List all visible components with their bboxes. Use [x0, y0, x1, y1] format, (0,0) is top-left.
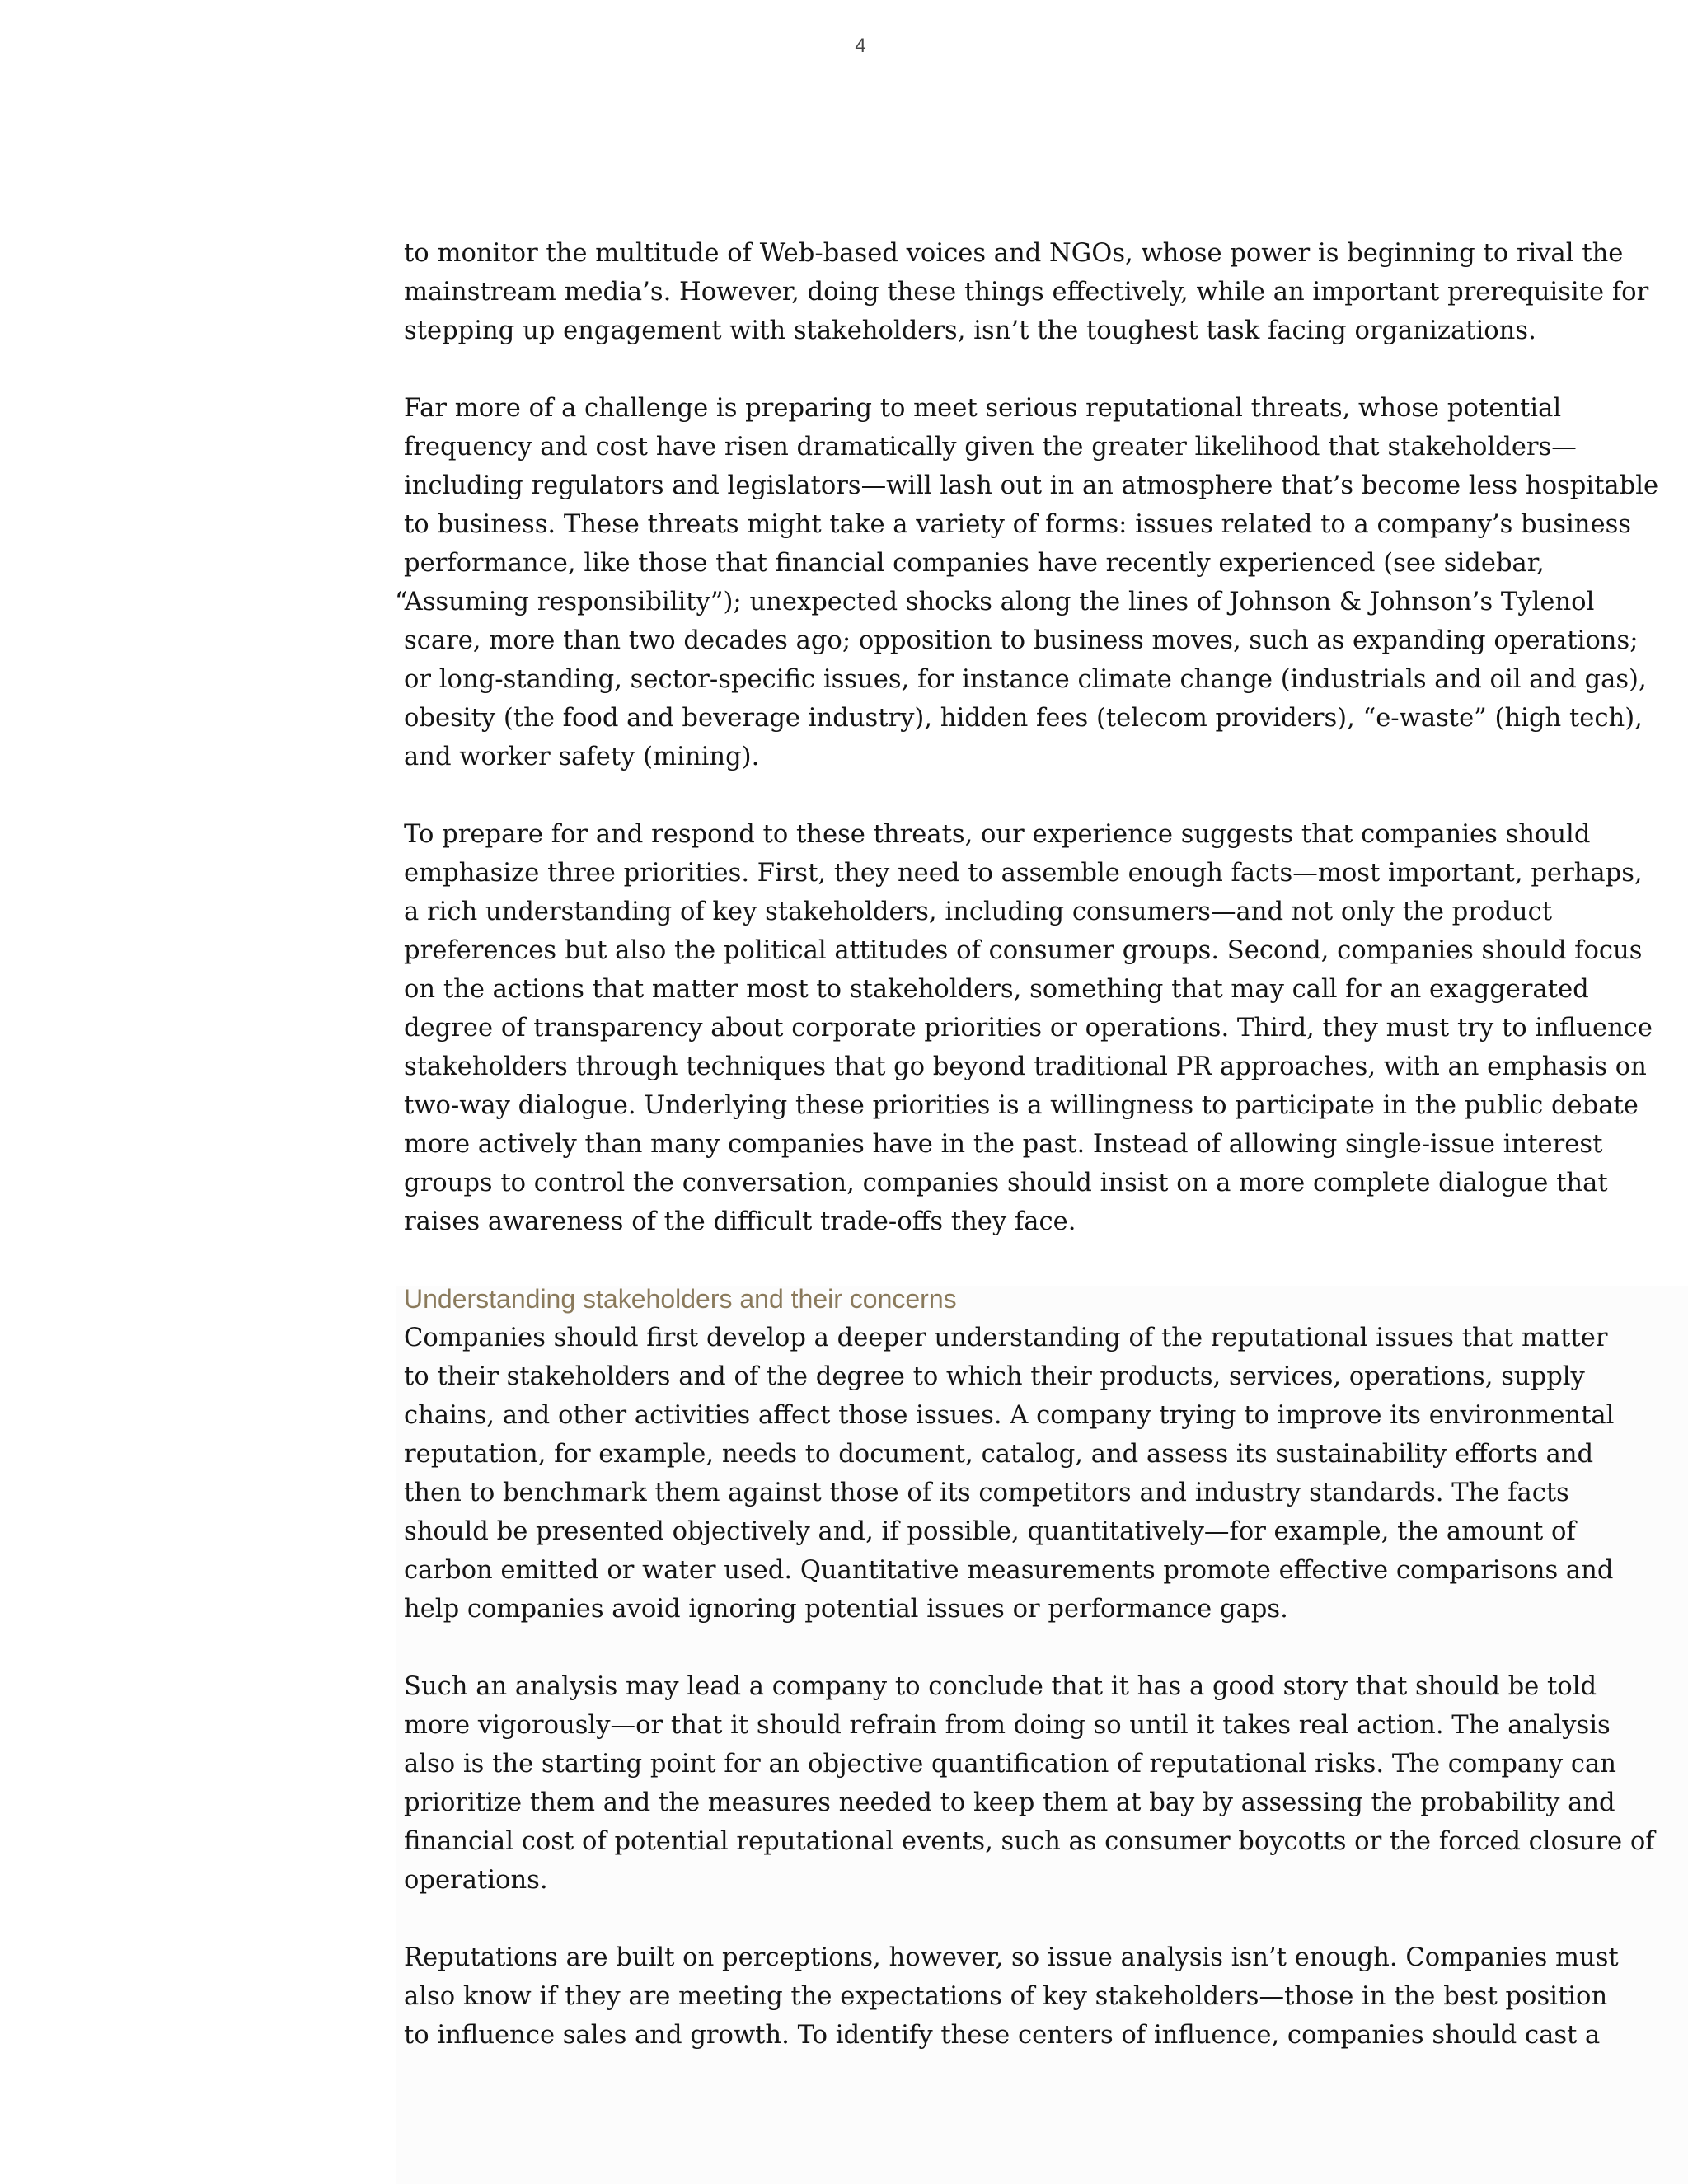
- text-line: should be presented objectively and, if possible, quantitatively—for example, the amount of: [404, 1517, 1576, 1546]
- text-line: Companies should first develop a deeper understanding of the reputational issues that matter: [404, 1324, 1608, 1352]
- text-line: performance, like those that financial companies have recently experienced (see sidebar,: [404, 549, 1545, 578]
- text-line: including regulators and legislators—will lash out in an atmosphere that’s become less hospitable: [404, 471, 1659, 500]
- page-number: 4: [855, 35, 866, 57]
- paragraph: [404, 1319, 1615, 1629]
- text-line: preferences but also the political attitudes of consumer groups. Second, companies should focus: [404, 936, 1643, 965]
- text-line: groups to control the conversation, companies should insist on a more complete dialogue that: [404, 1169, 1608, 1197]
- text-line: stakeholders through techniques that go beyond traditional PR approaches, with an emphasis on: [404, 1052, 1647, 1081]
- text-line: raises awareness of the difficult trade-offs they face.: [404, 1207, 1076, 1236]
- text-line: emphasize three priorities. First, they need to assemble enough facts—most important, perhaps,: [404, 859, 1643, 888]
- text-line: reputation, for example, needs to document, catalog, and assess its sustainability efforts and: [404, 1440, 1594, 1469]
- text-line: to business. These threats might take a variety of forms: issues related to a company’s business: [404, 510, 1631, 539]
- text-line: frequency and cost have risen dramatically given the greater likelihood that stakeholders—: [404, 433, 1577, 462]
- text-line: then to benchmark them against those of its competitors and industry standards. The facts: [404, 1479, 1569, 1507]
- text-line: operations.: [404, 1866, 548, 1895]
- text-line: help companies avoid ignoring potential issues or performance gaps.: [404, 1595, 1288, 1624]
- text-line: carbon emitted or water used. Quantitative measurements promote effective comparisons and: [404, 1556, 1614, 1585]
- text-line: To prepare for and respond to these threats, our experience suggests that companies should: [404, 820, 1591, 849]
- paragraph: [404, 815, 1653, 1241]
- text-line: mainstream media’s. However, doing these things effectively, while an important prerequisite for: [404, 278, 1649, 307]
- text-line: chains, and other activities affect those issues. A company trying to improve its environmental: [404, 1401, 1615, 1430]
- text-line: to monitor the multitude of Web-based voices and NGOs, whose power is beginning to rival the: [404, 239, 1624, 268]
- section-heading: Understanding stakeholders and their concerns: [404, 1284, 957, 1314]
- text-line: obesity (the food and beverage industry), hidden fees (telecom providers), “e-waste” (high tech),: [404, 704, 1643, 733]
- text-line: to influence sales and growth. To identify these centers of influence, companies should cast a: [404, 2021, 1601, 2050]
- text-line: “Assuming responsibility”); unexpected shocks along the lines of Johnson & Johnson’s Tylenol: [395, 588, 1595, 616]
- text-line: degree of transparency about corporate priorities or operations. Third, they must try to influence: [404, 1014, 1653, 1043]
- text-line: prioritize them and the measures needed to keep them at bay by assessing the probability and: [404, 1788, 1615, 1817]
- text-line: two-way dialogue. Underlying these priorities is a willingness to participate in the public debate: [404, 1091, 1639, 1120]
- text-line: more actively than many companies have in the past. Instead of allowing single-issue interest: [404, 1130, 1603, 1159]
- text-line: or long-standing, sector-specific issues, for instance climate change (industrials and oil and gas),: [404, 665, 1647, 694]
- text-line: more vigorously—or that it should refrain from doing so until it takes real action. The analysis: [404, 1711, 1611, 1740]
- article-body: [395, 234, 1659, 2093]
- text-line: financial cost of potential reputational events, such as consumer boycotts or the forced closure of: [404, 1827, 1655, 1856]
- paragraph: [395, 389, 1659, 776]
- paragraph: [404, 234, 1649, 350]
- text-line: also know if they are meeting the expectations of key stakeholders—those in the best position: [404, 1982, 1608, 2011]
- text-line: also is the starting point for an objective quantification of reputational risks. The company can: [404, 1750, 1616, 1779]
- paragraph: [404, 1667, 1655, 1900]
- text-line: Such an analysis may lead a company to conclude that it has a good story that should be told: [404, 1672, 1597, 1701]
- text-line: Far more of a challenge is preparing to meet serious reputational threats, whose potential: [404, 394, 1562, 423]
- paragraph: [404, 1938, 1619, 2055]
- text-line: stepping up engagement with stakeholders, isn’t the toughest task facing organizations.: [404, 316, 1536, 345]
- text-line: Reputations are built on perceptions, however, so issue analysis isn’t enough. Companies must: [404, 1943, 1619, 1972]
- text-line: on the actions that matter most to stakeholders, something that may call for an exaggerated: [404, 975, 1589, 1004]
- text-line: to their stakeholders and of the degree to which their products, services, operations, supply: [404, 1362, 1585, 1391]
- text-line: a rich understanding of key stakeholders, including consumers—and not only the product: [404, 898, 1553, 926]
- text-line: and worker safety (mining).: [404, 743, 760, 771]
- text-line: scare, more than two decades ago; opposition to business moves, such as expanding operations;: [404, 626, 1639, 655]
